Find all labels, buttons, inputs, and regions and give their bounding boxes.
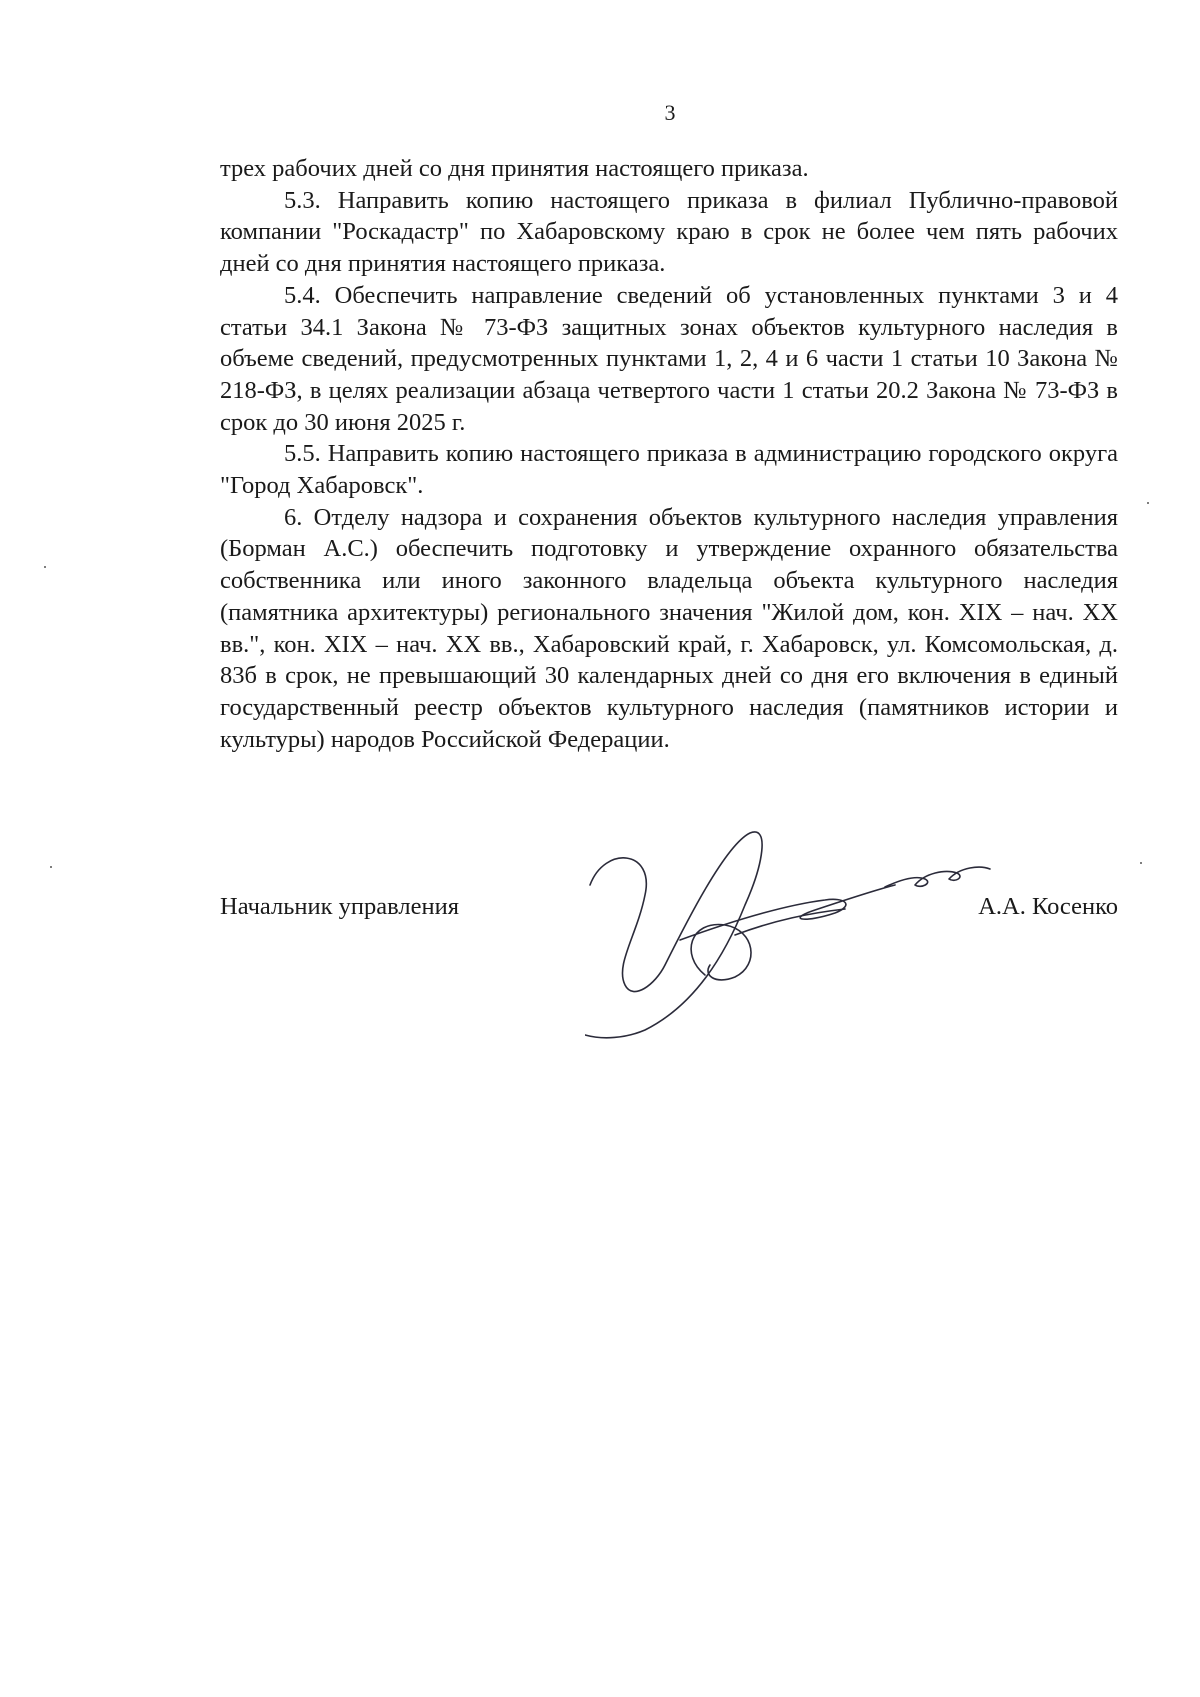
scan-speck	[1140, 862, 1142, 864]
paragraph-continuation: трех рабочих дней со дня принятия настоящего приказа.	[220, 155, 809, 182]
scan-speck	[44, 566, 46, 568]
handwritten-signature	[585, 825, 1085, 1045]
paragraph-5-5: 5.5. Направить копию настоящего приказа в администрацию городского округа "Город Хабаровск".	[220, 440, 1118, 500]
paragraph-5-3: 5.3. Направить копию настоящего приказа в филиал Публично-правовой компании "Роскадастр" по Хабаровскому краю в срок не более чем пять рабочих дней со дня принятия настоящего приказа.	[220, 186, 1118, 278]
paragraph-5-4: 5.4. Обеспечить направление сведений об установленных пунктами 3 и 4 статьи 34.1 Закона № 73-ФЗ защитных зонах объектов культурного наследия в объеме сведений, предусмотренных пунктами 1, 2, 4 и 6 части 1 статьи 10 Закона № 218-ФЗ, в целях реализации абзаца четвертого части 1 статьи 20.2 Закона № 73-ФЗ в срок до 30 июня 2025 г.	[220, 281, 1118, 436]
body-text	[220, 153, 1118, 755]
scan-speck	[50, 866, 52, 868]
page-number: 3	[664, 100, 676, 125]
scan-speck	[1147, 502, 1149, 504]
paragraph-6: 6. Отделу надзора и сохранения объектов культурного наследия управления (Борман А.С.) обеспечить подготовку и утверждение охранного обязательства собственника или иного законного владельца объекта культурного наследия (памятника архитектуры) регионального значения "Жилой дом, кон. XIX – нач. XX вв.", кон. XIX – нач. XX вв., Хабаровский край, г. Хабаровск, ул. Комсомольская, д. 83б в срок, не превышающий 30 календарных дней со дня его включения в единый государственный реестр объектов культурного наследия (памятников истории и культуры) народов Российской Федерации.	[220, 503, 1118, 753]
signer-name: А.А. Косенко	[978, 893, 1118, 920]
signer-position: Начальник управления	[220, 893, 459, 920]
